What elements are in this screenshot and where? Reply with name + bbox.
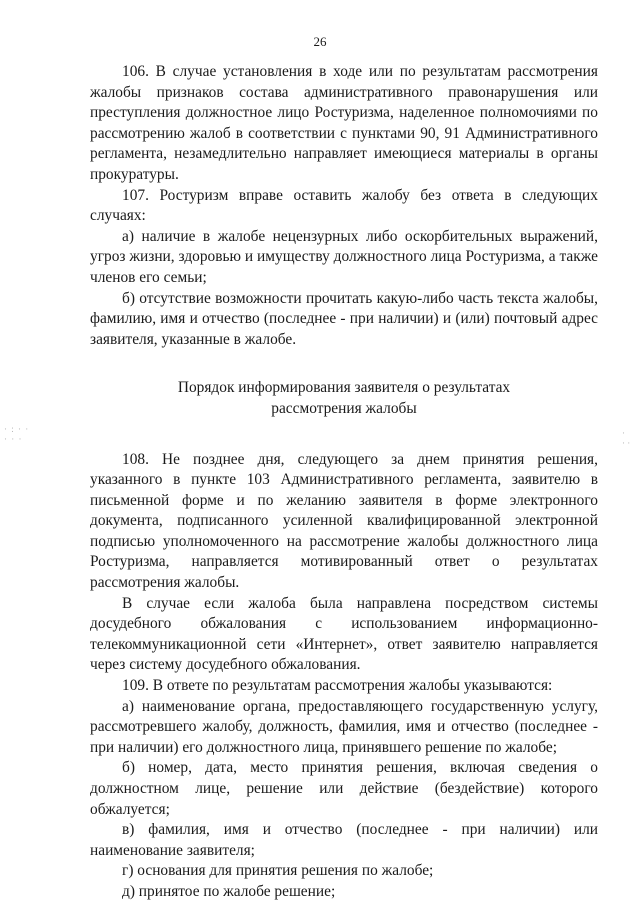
scan-margin-marks-right: · · · xyxy=(622,428,631,448)
paragraph-109-g: г) основания для принятия решения по жалобе; xyxy=(122,862,434,880)
paragraph-108-internet: В случае если жалоба была направлена посредством системы досудебного обжалования с использованием информационно-телекоммуникационной сети «Интернет», ответ заявителю направляется через систему досудебного обжалования. xyxy=(90,594,598,674)
paragraph-107: 107. Ростуризм вправе оставить жалобу без ответа в следующих случаях: xyxy=(90,186,598,225)
paragraph-109-v: в) фамилия, имя и отчество (последнее - при наличии) или наименование заявителя; xyxy=(90,821,598,859)
paragraph-107-b: б) отсутствие возможности прочитать какую-либо часть текста жалобы, фамилию, имя и отчество (последнее - при наличии) и (или) почтовый адрес заявителя, указанные в жалобе. xyxy=(90,289,598,348)
paragraph-109-b: б) номер, дата, место принятия решения, включая сведения о должностном лице, решение или действие (бездействие) которого обжалуется; xyxy=(90,759,598,818)
scan-margin-marks: · : · · · · · xyxy=(4,424,30,444)
paragraph-108: 108. Не позднее дня, следующего за днем принятия решения, указанного в пункте 103 Административного регламента, заявителю в письменной форме и по желанию заявителя в форме электронного документа, подписанного усиленной квалифицированной электронной подписью уполномоченного на рассмотрение жалобы должностного лица Ростуризма, направляется мотивированный ответ о результатах рассмотрения жалобы. xyxy=(90,450,598,592)
section-heading-line-1: Порядок информирования заявителя о результатах xyxy=(177,379,511,397)
document-body xyxy=(90,62,598,903)
section-heading-line-2: рассмотрения жалобы xyxy=(271,399,417,417)
paragraph-109-d: д) принятое по жалобе решение; xyxy=(122,882,336,900)
paragraph-109-a: а) наименование органа, предоставляющего государственную услугу, рассмотревшего жалобу, должность, фамилия, имя и отчество (последнее - при наличии) его должностного лица, принявшего решение по жалобе; xyxy=(90,697,598,756)
paragraph-107-a: а) наличие в жалобе нецензурных либо оскорбительных выражений, угроз жизни, здоровью и имуществу должностного лица Ростуризма, а также членов его семьи; xyxy=(90,227,598,286)
paragraph-109: 109. В ответе по результатам рассмотрения жалобы указываются: xyxy=(122,677,553,695)
section-heading xyxy=(90,378,598,419)
paragraph-106: 106. В случае установления в ходе или по результатам рассмотрения жалобы признаков состава административного правонарушения или преступления должностное лицо Ростуризма, наделенное полномочиями по рассмотрению жалоб в соответствии с пунктами 90, 91 Административного регламента, незамедлительно направляет имеющиеся материалы в органы прокуратуры. xyxy=(90,63,598,183)
page-number: 26 xyxy=(313,34,327,49)
